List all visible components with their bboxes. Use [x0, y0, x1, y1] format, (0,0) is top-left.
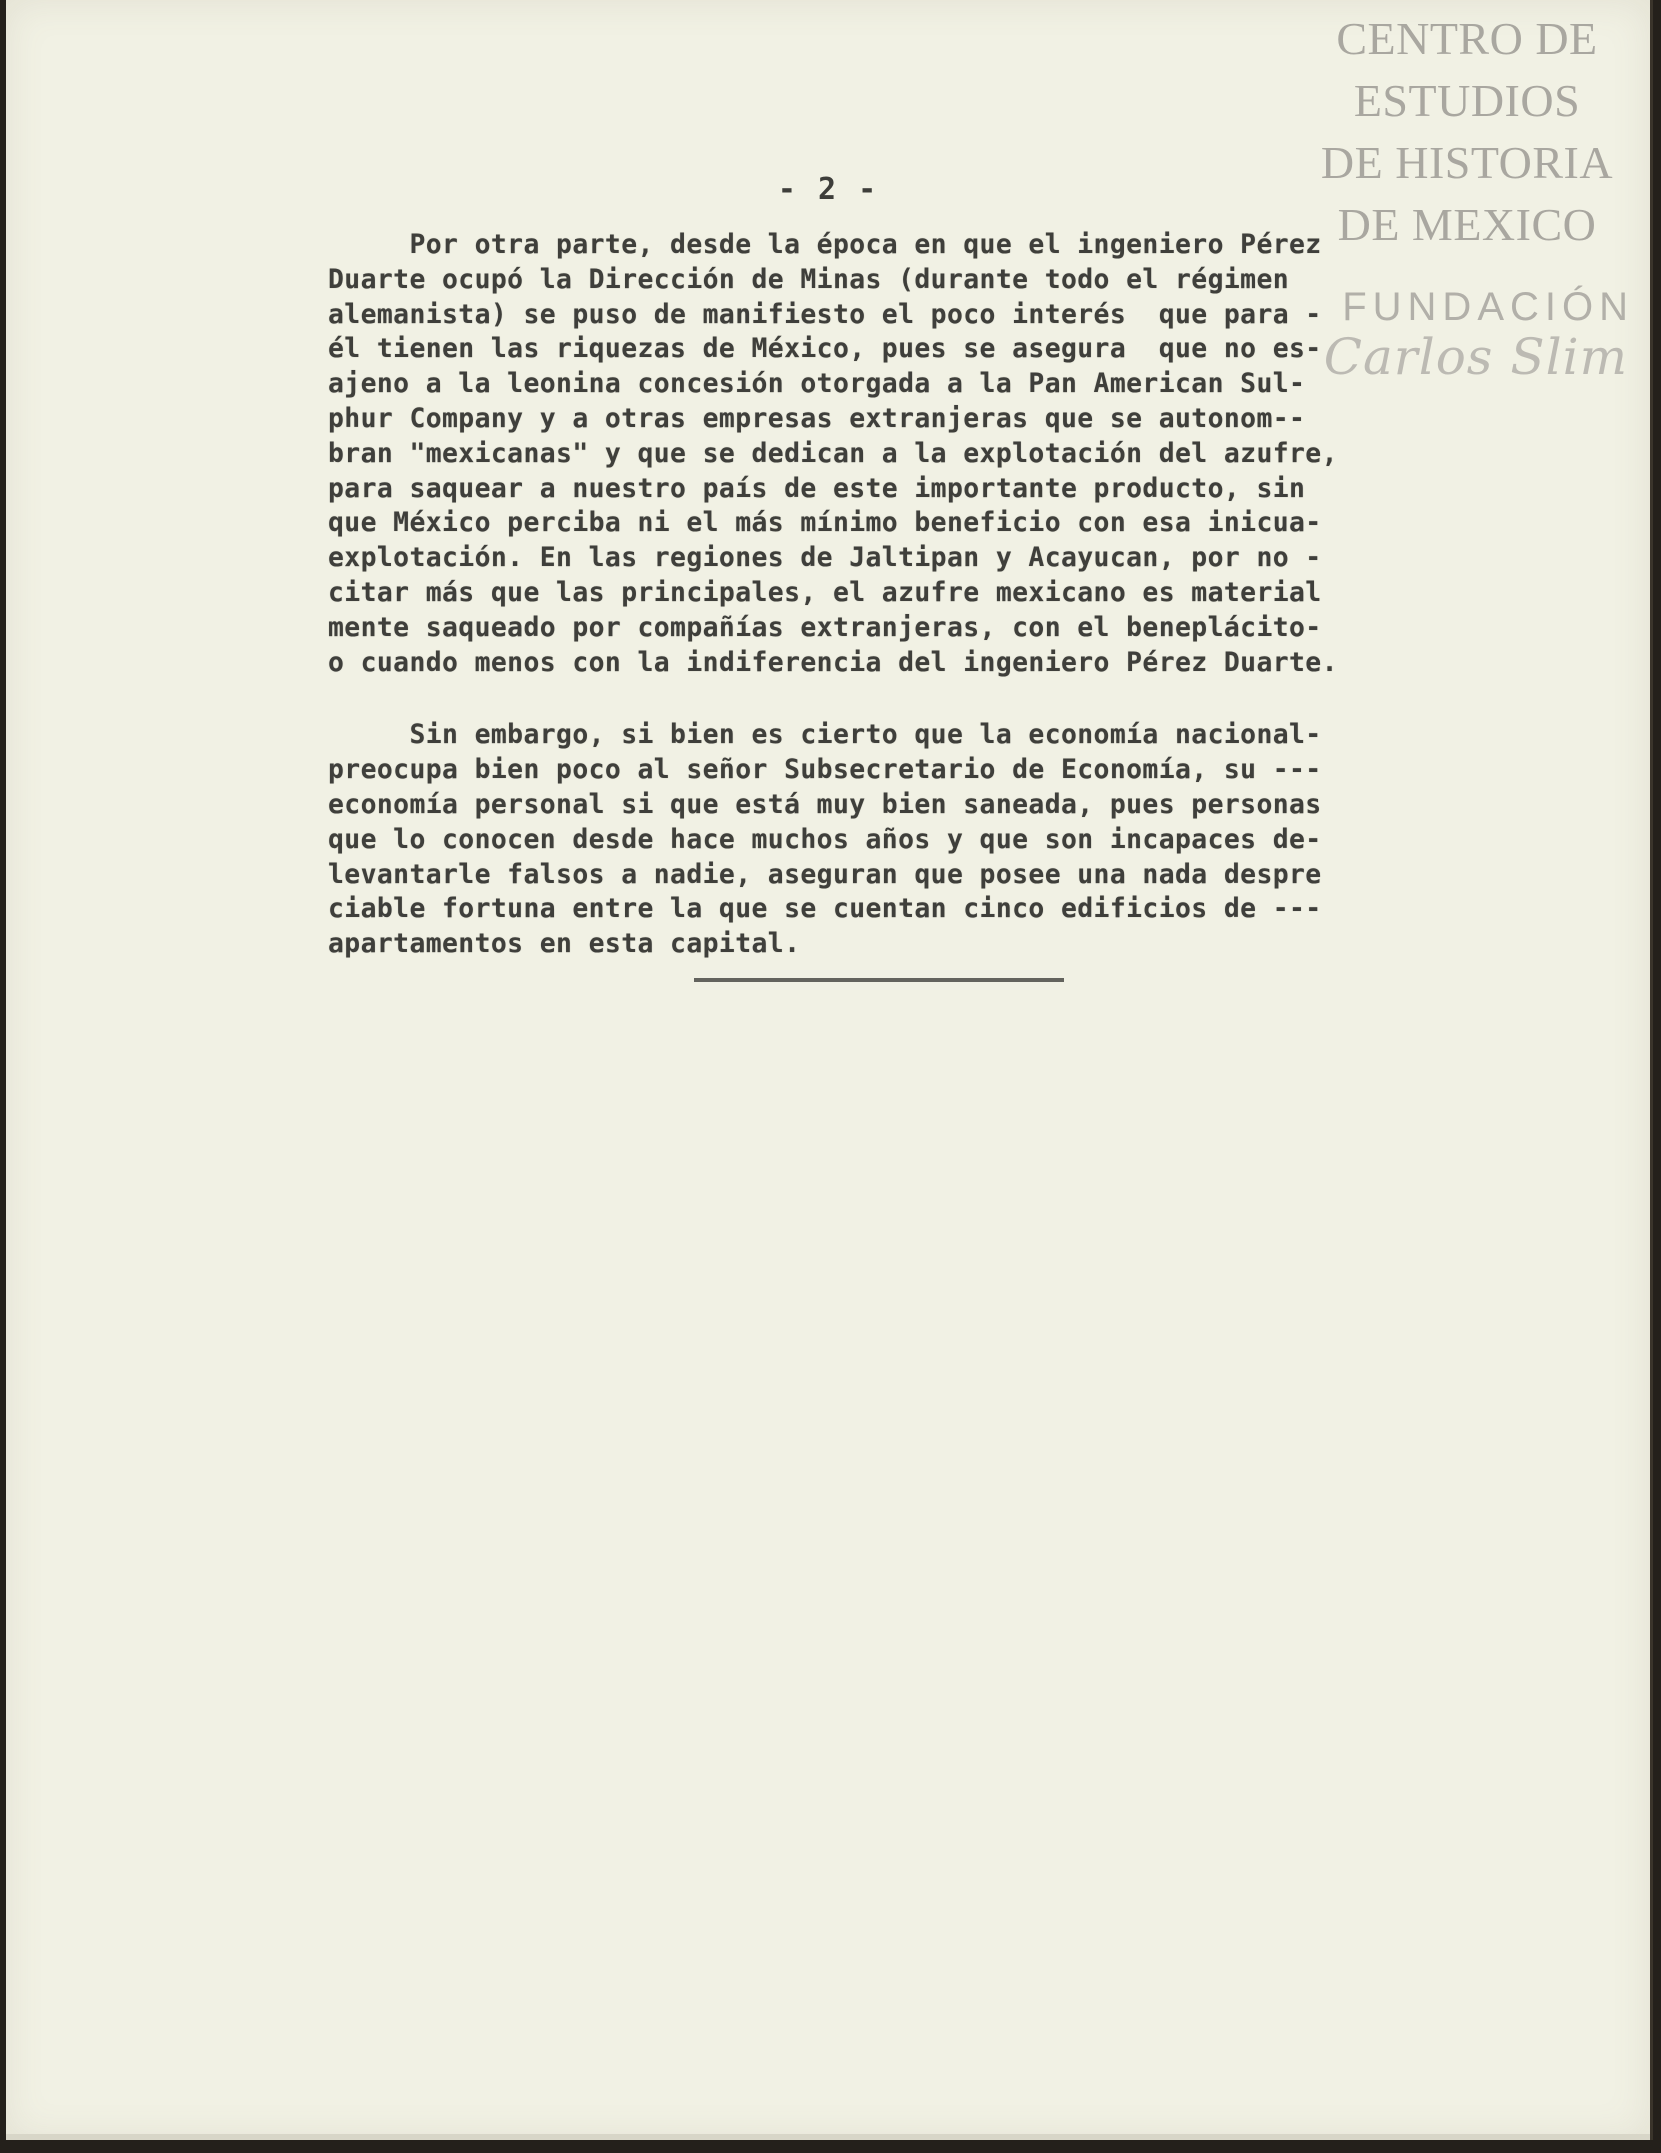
watermark-line-4: DE MEXICO [1337, 199, 1597, 250]
text-line: que lo conocen desde hace muchos años y que son incapaces de- [328, 823, 1322, 855]
text-line: Duarte ocupó la Dirección de Minas (durante todo el régimen [328, 263, 1290, 295]
text-line: él tienen las riquezas de México, pues se asegura que no es- [328, 333, 1322, 365]
document-body [328, 228, 1518, 962]
watermark-line-3: DE HISTORIA [1320, 137, 1614, 188]
page-number: - 2 - [777, 172, 879, 207]
text-line: economía personal si que está muy bien saneada, pues personas [328, 788, 1322, 820]
paragraph-spacer [328, 680, 1518, 718]
text-line: o cuando menos con la indiferencia del ingeniero Pérez Duarte. [328, 646, 1338, 678]
watermark-line-1: CENTRO DE [1336, 13, 1598, 64]
text-line: phur Company y a otras empresas extranjeras que se autonom-- [328, 402, 1306, 434]
text-line: bran "mexicanas" y que se dedican a la explotación del azufre, [328, 437, 1338, 469]
closing-divider-line [694, 978, 1064, 982]
text-line: alemanista) se puso de manifiesto el poco interés que para - [328, 298, 1322, 330]
archive-watermark [1302, 8, 1634, 386]
watermark-fundacion: FUNDACIÓN [1342, 285, 1634, 329]
paper-bottom-edge [6, 2134, 1650, 2140]
text-line: levantarle falsos a nadie, aseguran que posee una nada despre [328, 858, 1322, 890]
text-line: ciable fortuna entre la que se cuentan cinco edificios de --- [328, 893, 1322, 925]
document-page [6, 0, 1653, 2140]
text-line: que México perciba ni el más mínimo beneficio con esa inicua- [328, 507, 1322, 539]
text-line: Sin embargo, si bien es cierto que la economía nacional- [328, 719, 1322, 751]
text-line: explotación. En las regiones de Jaltipan y Acayucan, por no - [328, 542, 1322, 574]
watermark-line-2: ESTUDIOS [1353, 75, 1581, 126]
text-line: citar más que las principales, el azufre mexicano es material [328, 576, 1322, 608]
text-line: Por otra parte, desde la época en que el ingeniero Pérez [328, 229, 1322, 260]
paragraph-1 [328, 228, 1518, 680]
text-line: mente saqueado por compañías extranjeras, con el beneplácito- [328, 611, 1322, 643]
text-line: apartamentos en esta capital. [328, 928, 801, 960]
watermark-signature: Carlos Slim [1323, 328, 1628, 386]
paragraph-2 [328, 718, 1518, 962]
text-line: para saquear a nuestro país de este importante producto, sin [328, 472, 1306, 504]
text-line: ajeno a la leonina concesión otorgada a la Pan American Sul- [328, 368, 1306, 400]
text-line: preocupa bien poco al señor Subsecretario de Economía, su --- [328, 754, 1322, 786]
